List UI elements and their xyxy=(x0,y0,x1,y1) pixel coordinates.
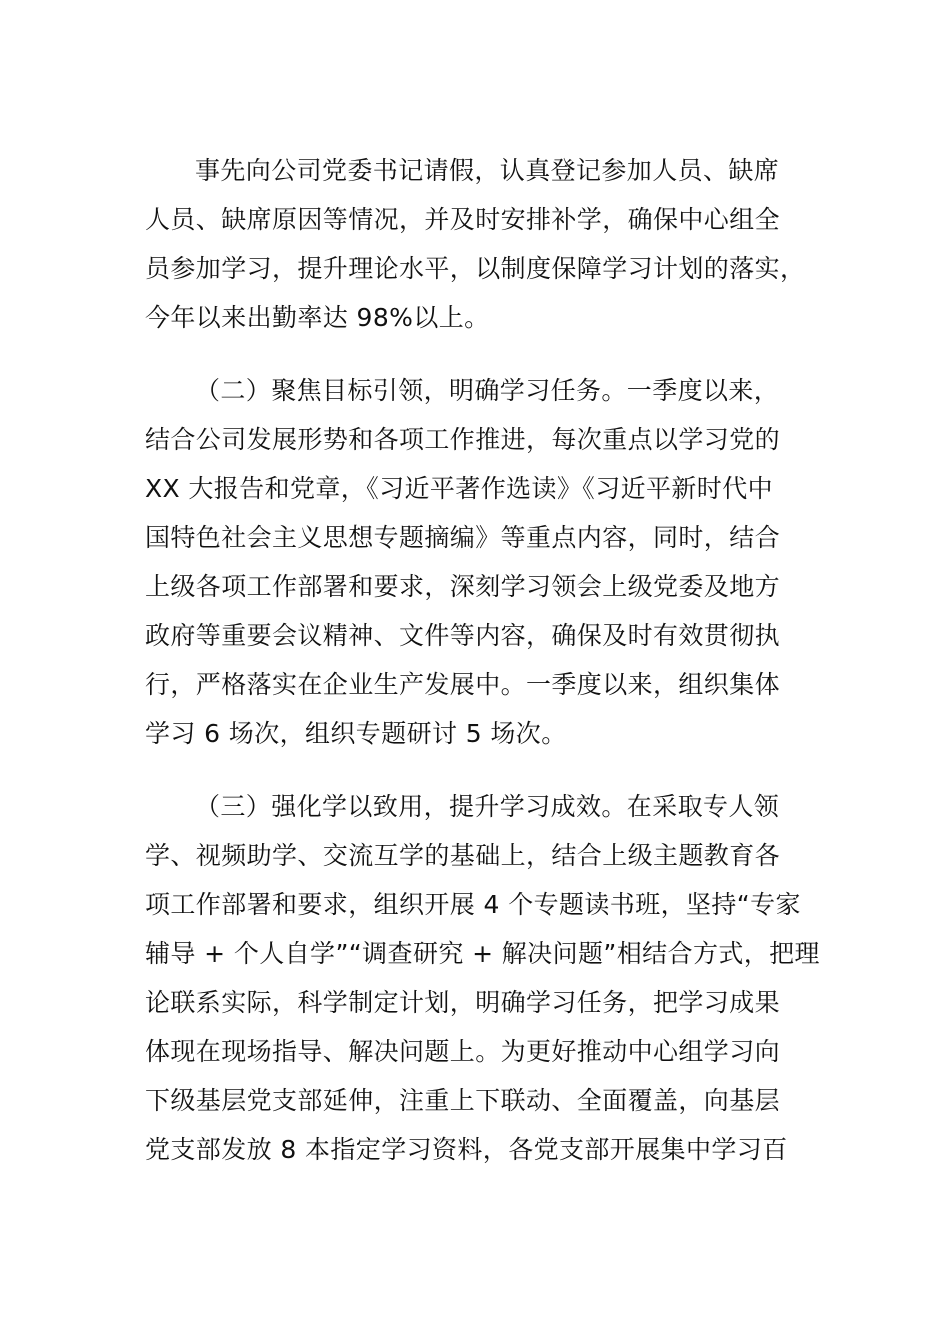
paragraph-line: 行，严格落实在企业生产发展中。一季度以来，组织集体 xyxy=(145,670,781,699)
paragraph-line: （三）强化学以致用，提升学习成效。在采取专人领 xyxy=(195,792,780,821)
paragraph-line: 员参加学习，提升理论水平，以制度保障学习计划的落实， xyxy=(145,254,806,283)
paragraph-line: 学习 6 场次，组织专题研讨 5 场次。 xyxy=(145,719,567,748)
paragraph-spacer xyxy=(145,342,810,366)
paragraph-spacer xyxy=(145,758,810,782)
paragraph-line: 体现在现场指导、解决问题上。为更好推动中心组学习向 xyxy=(145,1037,781,1066)
paragraph-line: 今年以来出勤率达 98%以上。 xyxy=(145,303,490,332)
paragraph-line: 上级各项工作部署和要求，深刻学习领会上级党委及地方 xyxy=(145,572,781,601)
paragraph-2 xyxy=(145,366,810,758)
paragraph-line: 学、视频助学、交流互学的基础上，结合上级主题教育各 xyxy=(145,841,781,870)
paragraph-line: （二）聚焦目标引领，明确学习任务。一季度以来， xyxy=(195,376,780,405)
paragraph-line: 党支部发放 8 本指定学习资料，各党支部开展集中学习百 xyxy=(145,1135,788,1164)
paragraph-line: 下级基层党支部延伸，注重上下联动、全面覆盖，向基层 xyxy=(145,1086,781,1115)
paragraph-line: 项工作部署和要求，组织开展 4 个专题读书班，坚持“专家 xyxy=(145,890,801,919)
paragraph-line: 结合公司发展形势和各项工作推进，每次重点以学习党的 xyxy=(145,425,781,454)
document-body xyxy=(145,146,820,1174)
paragraph-line: XX 大报告和党章，《习近平著作选读》《习近平新时代中 xyxy=(145,474,774,503)
paragraph-line: 人员、缺席原因等情况，并及时安排补学，确保中心组全 xyxy=(145,205,781,234)
paragraph-3 xyxy=(145,782,820,1174)
paragraph-line: 政府等重要会议精神、文件等内容，确保及时有效贯彻执 xyxy=(145,621,781,650)
paragraph-line: 国特色社会主义思想专题摘编》等重点内容，同时，结合 xyxy=(145,523,781,552)
paragraph-line: 事先向公司党委书记请假，认真登记参加人员、缺席 xyxy=(195,156,780,185)
paragraph-line: 辅导 + 个人自学”“调查研究 + 解决问题”相结合方式，把理 xyxy=(145,939,820,968)
paragraph-line: 论联系实际，科学制定计划，明确学习任务，把学习成果 xyxy=(145,988,781,1017)
paragraph-1 xyxy=(145,146,810,342)
